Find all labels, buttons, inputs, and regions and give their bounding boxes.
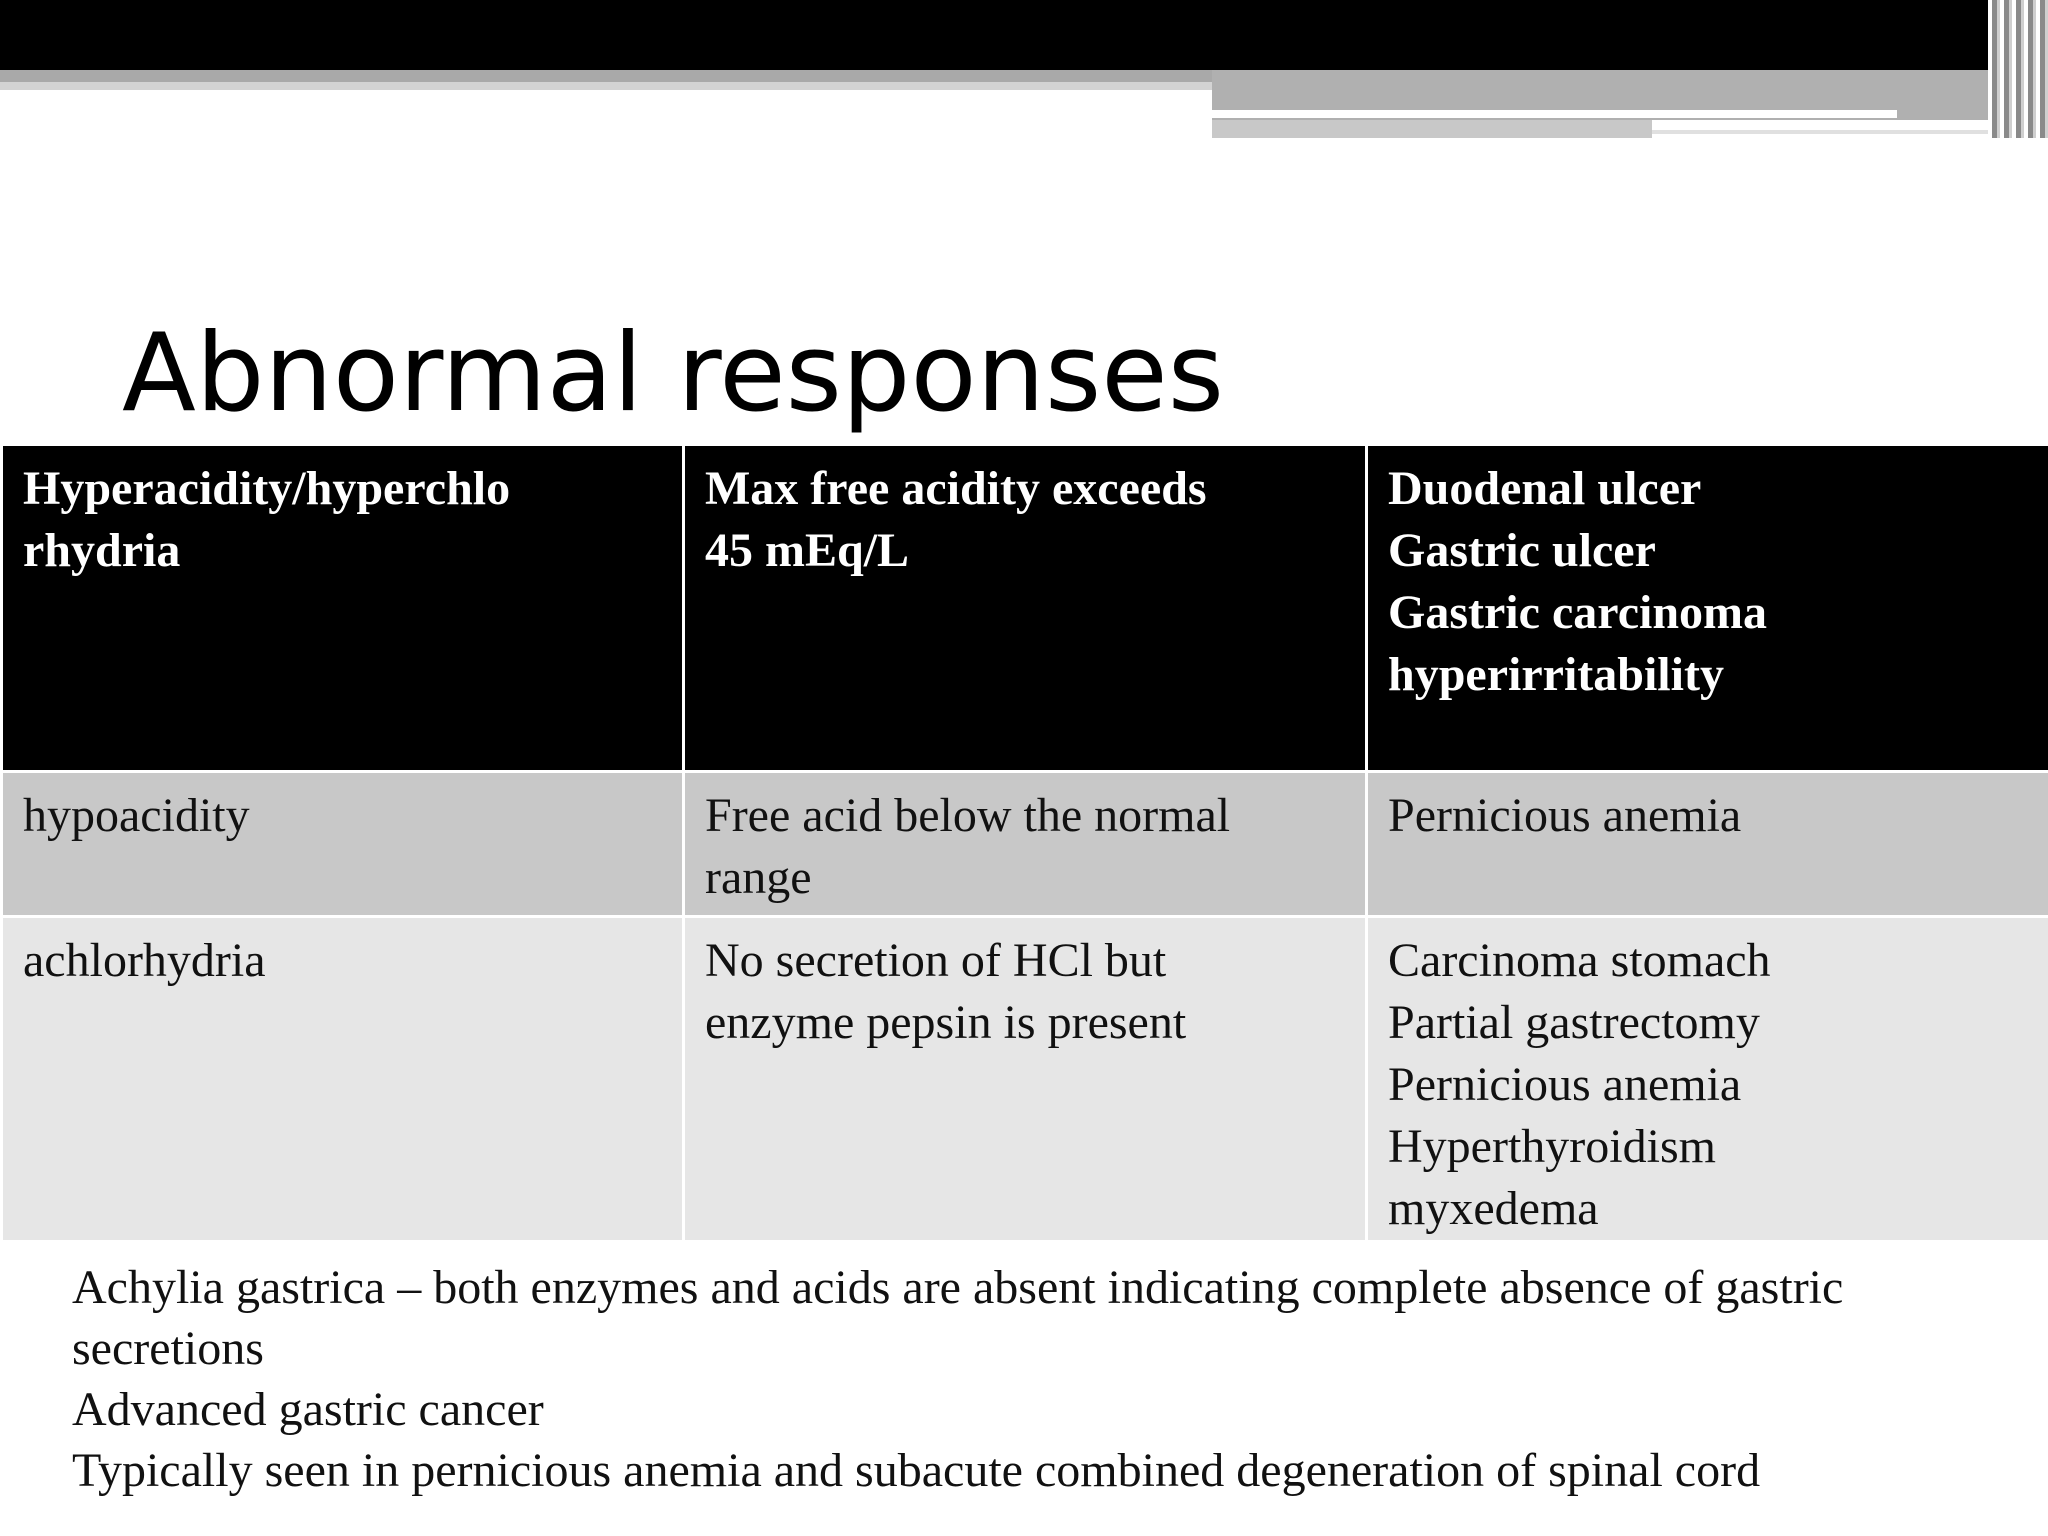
cause-item: Pernicious anemia [1388, 1058, 1742, 1111]
cause-item: myxedema [1388, 1182, 1599, 1235]
cause-item: Partial gastrectomy [1388, 996, 1760, 1049]
cell-description [684, 917, 1367, 1242]
cell-description [684, 772, 1367, 917]
table-row-hyperacidity [2, 445, 2048, 772]
table-row-hypoacidity [2, 772, 2048, 917]
cell-line: Free acid below the normal [705, 789, 1231, 842]
cell-line: rhydria [23, 524, 181, 577]
corner-stripes-decoration [1988, 0, 2048, 138]
cell-causes [1367, 917, 2048, 1242]
top-grey-band-bottom [1212, 120, 1652, 138]
cause-item: hyperirritability [1388, 648, 1724, 701]
cell-condition [2, 917, 684, 1242]
cause-item: Duodenal ulcer [1388, 462, 1702, 515]
abnormal-responses-table [0, 443, 2048, 1243]
cell-condition [2, 772, 684, 917]
cell-line: Max free acidity exceeds [705, 462, 1207, 515]
cell-line: range [705, 851, 812, 904]
note-advanced-cancer: Advanced gastric cancer [72, 1383, 544, 1436]
top-black-band [0, 0, 2048, 70]
top-white-line [1212, 110, 1897, 118]
cell-line: enzyme pepsin is present [705, 996, 1187, 1049]
cell-line: 45 mEq/L [705, 524, 910, 577]
table-row-achlorhydria [2, 917, 2048, 1242]
cell-causes [1367, 445, 2048, 772]
note-pernicious-anemia: Typically seen in pernicious anemia and subacute combined degeneration of spinal cord [72, 1444, 1761, 1497]
top-grey-band-left [0, 70, 1212, 90]
cell-causes [1367, 772, 2048, 917]
notes-block [72, 1257, 2012, 1501]
cause-item: Gastric carcinoma [1388, 586, 1768, 639]
cell-line: Hyperacidity/hyperchlo [23, 462, 511, 515]
top-grey-band-bottom-thin [1652, 130, 2002, 134]
cell-condition [2, 445, 684, 772]
cause-item: Carcinoma stomach [1388, 934, 1771, 987]
cell-line: No secretion of HCl but [705, 934, 1167, 987]
note-achylia-gastrica: Achylia gastrica – both enzymes and acids are absent indicating complete absence of gastric secretions [72, 1261, 1844, 1375]
cell-line: achlorhydria [23, 934, 266, 987]
cause-item: Hyperthyroidism [1388, 1120, 1716, 1173]
slide-title: Abnormal responses [122, 311, 1224, 436]
cell-line: hypoacidity [23, 789, 250, 842]
cell-description [684, 445, 1367, 772]
cause-item: Pernicious anemia [1388, 789, 1742, 842]
cause-item: Gastric ulcer [1388, 524, 1656, 577]
